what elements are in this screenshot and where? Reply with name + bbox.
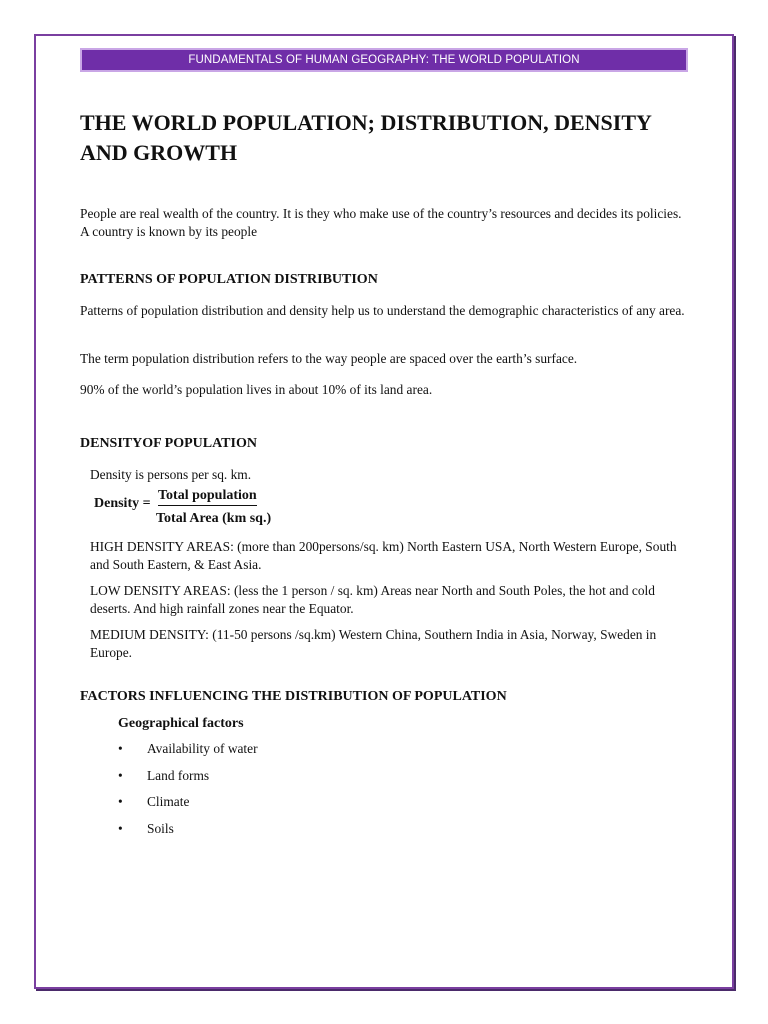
list-item-label: Climate bbox=[147, 794, 190, 809]
density-heading: DENSITYOF POPULATION bbox=[80, 436, 257, 451]
intro-paragraph: People are real wealth of the country. It is they who make use of the country’s resources and decides its policies. A country is known by its people bbox=[80, 206, 682, 239]
low-density-paragraph: LOW DENSITY AREAS: (less the 1 person / sq. km) Areas near North and South Poles, the hot and cold deserts. And high rainfall zones near the Equator. bbox=[90, 583, 655, 616]
header-band: FUNDAMENTALS OF HUMAN GEOGRAPHY: THE WORLD POPULATION bbox=[80, 48, 688, 72]
list-item bbox=[118, 767, 258, 794]
patterns-paragraph-2: The term population distribution refers to the way people are spaced over the earth’s surface. bbox=[80, 351, 578, 366]
formula-denominator: Total Area (km sq.) bbox=[156, 511, 272, 526]
bullet-icon: • bbox=[118, 794, 123, 809]
list-item bbox=[118, 740, 258, 767]
high-density-paragraph: HIGH DENSITY AREAS: (more than 200persons/sq. km) North Eastern USA, North Western Europe, South and South Eastern, & East Asia. bbox=[90, 539, 677, 572]
medium-density-paragraph: MEDIUM DENSITY: (11-50 persons /sq.km) Western China, Southern India in Asia, Norway, Sweden in Europe. bbox=[90, 627, 657, 660]
list-item-label: Soils bbox=[147, 820, 174, 836]
density-definition: Density is persons per sq. km. bbox=[90, 467, 252, 482]
factors-list bbox=[118, 740, 258, 846]
page-title: THE WORLD POPULATION; DISTRIBUTION, DENSITY AND GROWTH bbox=[80, 110, 652, 165]
patterns-heading: PATTERNS OF POPULATION DISTRIBUTION bbox=[80, 272, 378, 287]
bullet-icon: • bbox=[118, 741, 123, 756]
list-item bbox=[118, 793, 258, 820]
patterns-paragraph-3: 90% of the world’s population lives in about 10% of its land area. bbox=[80, 382, 433, 397]
formula-numerator: Total population bbox=[158, 488, 257, 506]
list-item-label: Land forms bbox=[147, 767, 210, 783]
bullet-icon: • bbox=[118, 767, 123, 783]
patterns-paragraph-1: Patterns of population distribution and density help us to understand the demographic characteristics of any area. bbox=[80, 303, 685, 318]
list-item bbox=[118, 820, 258, 847]
formula-label: Density = bbox=[94, 496, 151, 511]
list-item-label: Availability of water bbox=[147, 741, 258, 756]
bullet-icon: • bbox=[118, 820, 123, 836]
factors-heading: FACTORS INFLUENCING THE DISTRIBUTION OF POPULATION bbox=[80, 689, 507, 704]
geographical-factors-subheading: Geographical factors bbox=[118, 716, 244, 731]
